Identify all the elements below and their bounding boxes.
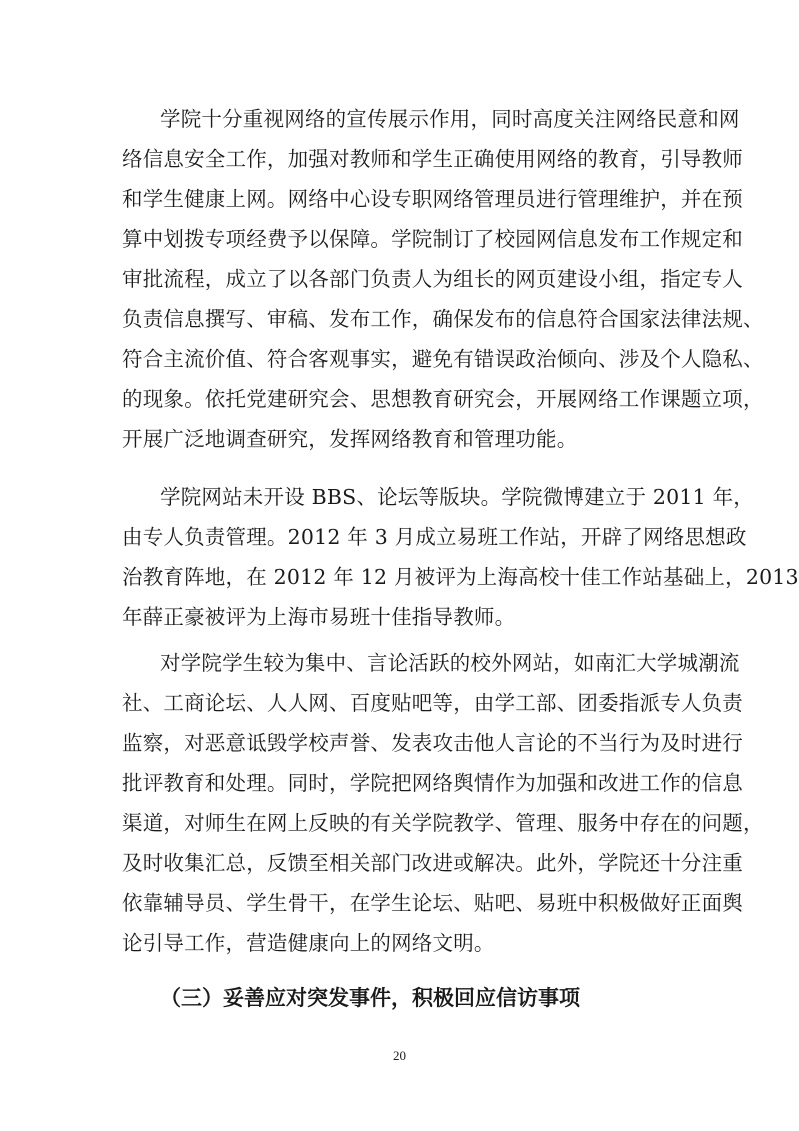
paragraph-line: 算中划拨专项经费予以保障。学院制订了校园网信息发布工作规定和 (122, 227, 743, 251)
paragraph-line: 的现象。依托党建研究会、思想教育研究会，开展网络工作课题立项， (122, 387, 764, 411)
paragraph-line: 学院十分重视网络的宣传展示作用，同时高度关注网络民意和网 (160, 107, 740, 131)
paragraph-line: 审批流程，成立了以各部门负责人为组长的网页建设小组，指定专人 (122, 267, 743, 291)
paragraph-line: 年薛正豪被评为上海市易班十佳指导教师。 (122, 605, 516, 629)
paragraph-line: 对学院学生较为集中、言论活跃的校外网站，如南汇大学城潮流 (160, 651, 740, 675)
section-heading: （三）妥善应对突发事件，积极回应信访事项 (160, 986, 580, 1010)
paragraph-line: 开展广泛地调查研究，发挥网络教育和管理功能。 (122, 427, 578, 451)
paragraph-line: 符合主流价值、符合客观事实，避免有错误政治倾向、涉及个人隐私、 (122, 347, 764, 371)
paragraph-line: 治教育阵地，在 2012 年 12 月被评为上海高校十佳工作站基础上，2013 (122, 565, 799, 589)
paragraph-line: 监察，对恶意诋毁学校声誉、发表攻击他人言论的不当行为及时进行 (122, 731, 743, 755)
paragraph-line: 和学生健康上网。网络中心设专职网络管理员进行管理维护，并在预 (122, 187, 743, 211)
paragraph-line: 及时收集汇总，反馈至相关部门改进或解决。此外，学院还十分注重 (122, 851, 743, 875)
paragraph-line: 络信息安全工作，加强对教师和学生正确使用网络的教育，引导教师 (122, 147, 743, 171)
paragraph-line: 学院网站未开设 BBS、论坛等版块。学院微博建立于 2011 年， (160, 485, 754, 509)
page-number: 20 (393, 1048, 406, 1063)
paragraph-line: 负责信息撰写、审稿、发布工作，确保发布的信息符合国家法律法规、 (122, 307, 764, 331)
paragraph-line: 论引导工作，营造健康向上的网络文明。 (122, 931, 495, 955)
paragraph-line: 依靠辅导员、学生骨干，在学生论坛、贴吧、易班中积极做好正面舆 (122, 891, 743, 915)
paragraph-line: 渠道，对师生在网上反映的有关学院教学、管理、服务中存在的问题， (122, 811, 764, 835)
paragraph-line: 由专人负责管理。2012 年 3 月成立易班工作站，开辟了网络思想政 (122, 525, 747, 549)
paragraph-line: 批评教育和处理。同时，学院把网络舆情作为加强和改进工作的信息 (122, 771, 743, 795)
paragraph-line: 社、工商论坛、人人网、百度贴吧等，由学工部、团委指派专人负责 (122, 691, 743, 715)
